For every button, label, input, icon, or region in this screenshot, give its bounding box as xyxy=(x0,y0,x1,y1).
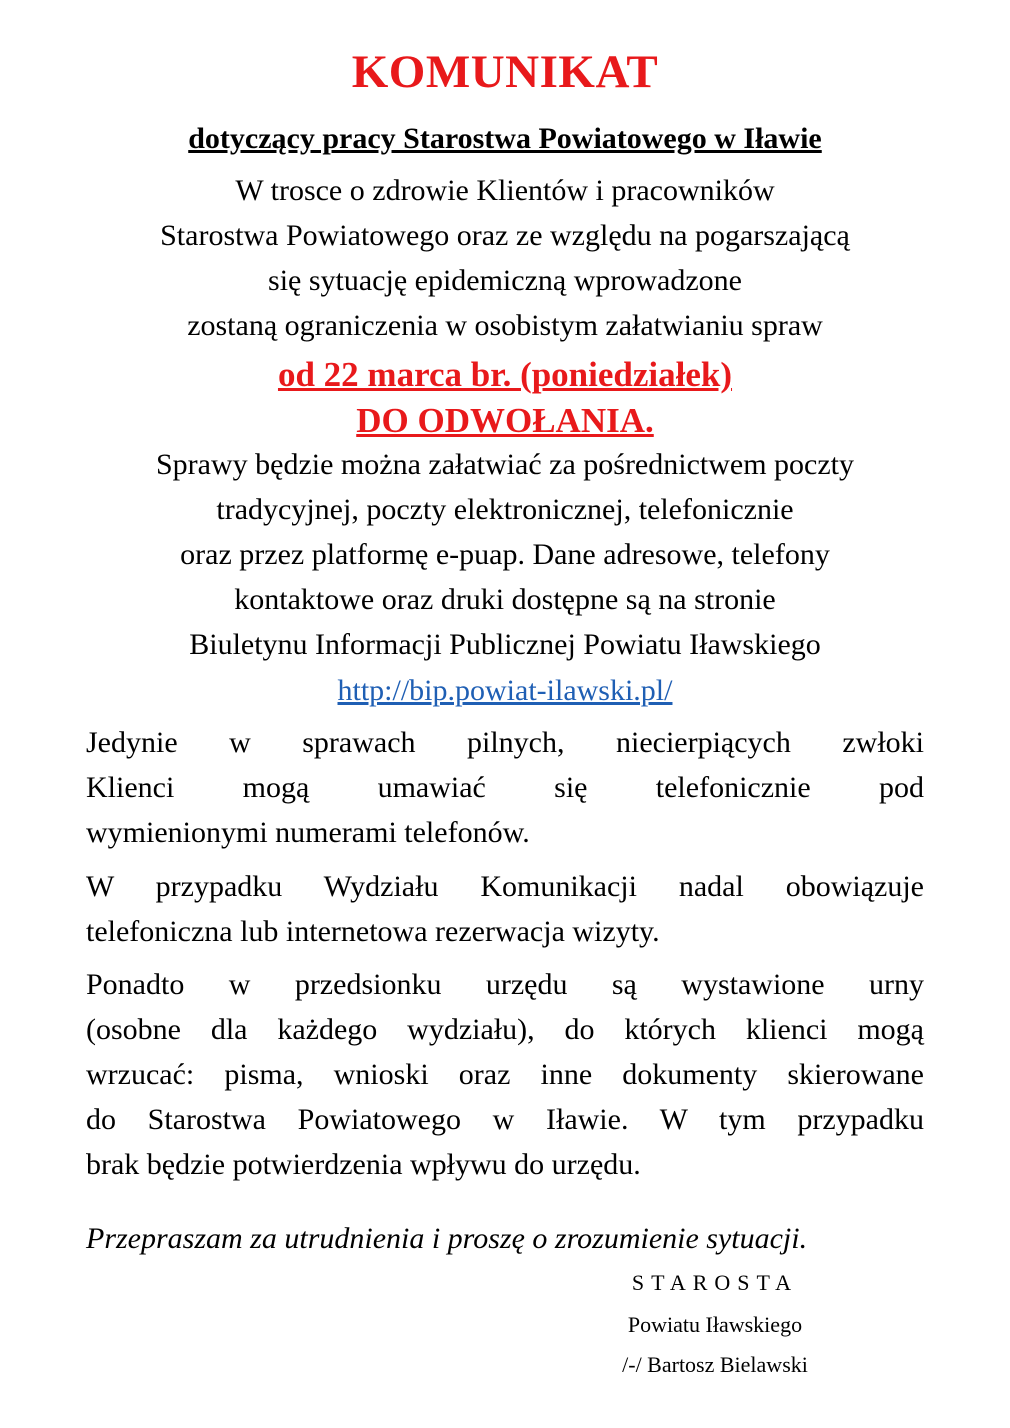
paragraph-line: Klienci mogą umawiać się telefonicznie pod xyxy=(86,771,924,804)
urgent-matters-paragraph xyxy=(86,720,924,855)
bip-link[interactable]: http://bip.powiat-ilawski.pl/ xyxy=(337,674,673,707)
announcement-subtitle: dotyczący pracy Starostwa Powiatowego w Iławie xyxy=(188,122,822,155)
closing-apology: Przepraszam za utrudnienia i proszę o zrozumienie sytuacji. xyxy=(86,1222,808,1255)
signature-role: STAROSTA xyxy=(631,1270,799,1295)
intro-line: W trosce o zdrowie Klientów i pracowników xyxy=(235,174,775,207)
channels-line: tradycyjnej, poczty elektronicznej, telefonicznie xyxy=(216,493,794,526)
intro-line: zostaną ograniczenia w osobistym załatwianiu spraw xyxy=(187,309,823,342)
paragraph-line: Ponadto w przedsionku urzędu są wystawione urny xyxy=(86,968,924,1001)
paragraph-line: wrzucać: pisma, wnioski oraz inne dokumenty skierowane xyxy=(86,1058,924,1091)
paragraph-line: do Starostwa Powiatowego w Iławie. W tym przypadku xyxy=(86,1103,924,1136)
paragraph-line: Jedynie w sprawach pilnych, niecierpiących zwłoki xyxy=(86,726,924,759)
channels-line: oraz przez platformę e-puap. Dane adresowe, telefony xyxy=(180,538,830,571)
ballot-boxes-paragraph xyxy=(86,962,924,1187)
channels-line: Biuletynu Informacji Publicznej Powiatu Iławskiego xyxy=(189,628,821,661)
paragraph-line: telefoniczna lub internetowa rezerwacja wizyty. xyxy=(86,915,660,948)
intro-paragraph xyxy=(40,168,970,348)
until-revoked: DO ODWOŁANIA. xyxy=(356,401,654,440)
paragraph-line: (osobne dla każdego wydziału), do których klienci mogą xyxy=(86,1013,924,1046)
signature-org: Powiatu Iławskiego xyxy=(627,1312,803,1337)
channels-line: Sprawy będzie można załatwiać za pośrednictwem poczty xyxy=(155,448,855,481)
channels-line: kontaktowe oraz druki dostępne są na stronie xyxy=(234,583,776,616)
announcement-title: KOMUNIKAT xyxy=(351,46,659,98)
effective-date: od 22 marca br. (poniedziałek) xyxy=(277,355,733,394)
intro-line: się sytuację epidemiczną wprowadzone xyxy=(268,264,742,297)
channels-paragraph xyxy=(40,442,970,667)
intro-line: Starostwa Powiatowego oraz ze względu na pogarszającą xyxy=(160,219,850,252)
paragraph-line: brak będzie potwierdzenia wpływu do urzędu. xyxy=(86,1148,641,1181)
paragraph-line: W przypadku Wydziału Komunikacji nadal obowiązuje xyxy=(86,870,924,903)
signature-name: /-/ Bartosz Bielawski xyxy=(622,1352,808,1377)
vehicle-department-paragraph xyxy=(86,864,924,954)
paragraph-line: wymienionymi numerami telefonów. xyxy=(86,816,530,849)
